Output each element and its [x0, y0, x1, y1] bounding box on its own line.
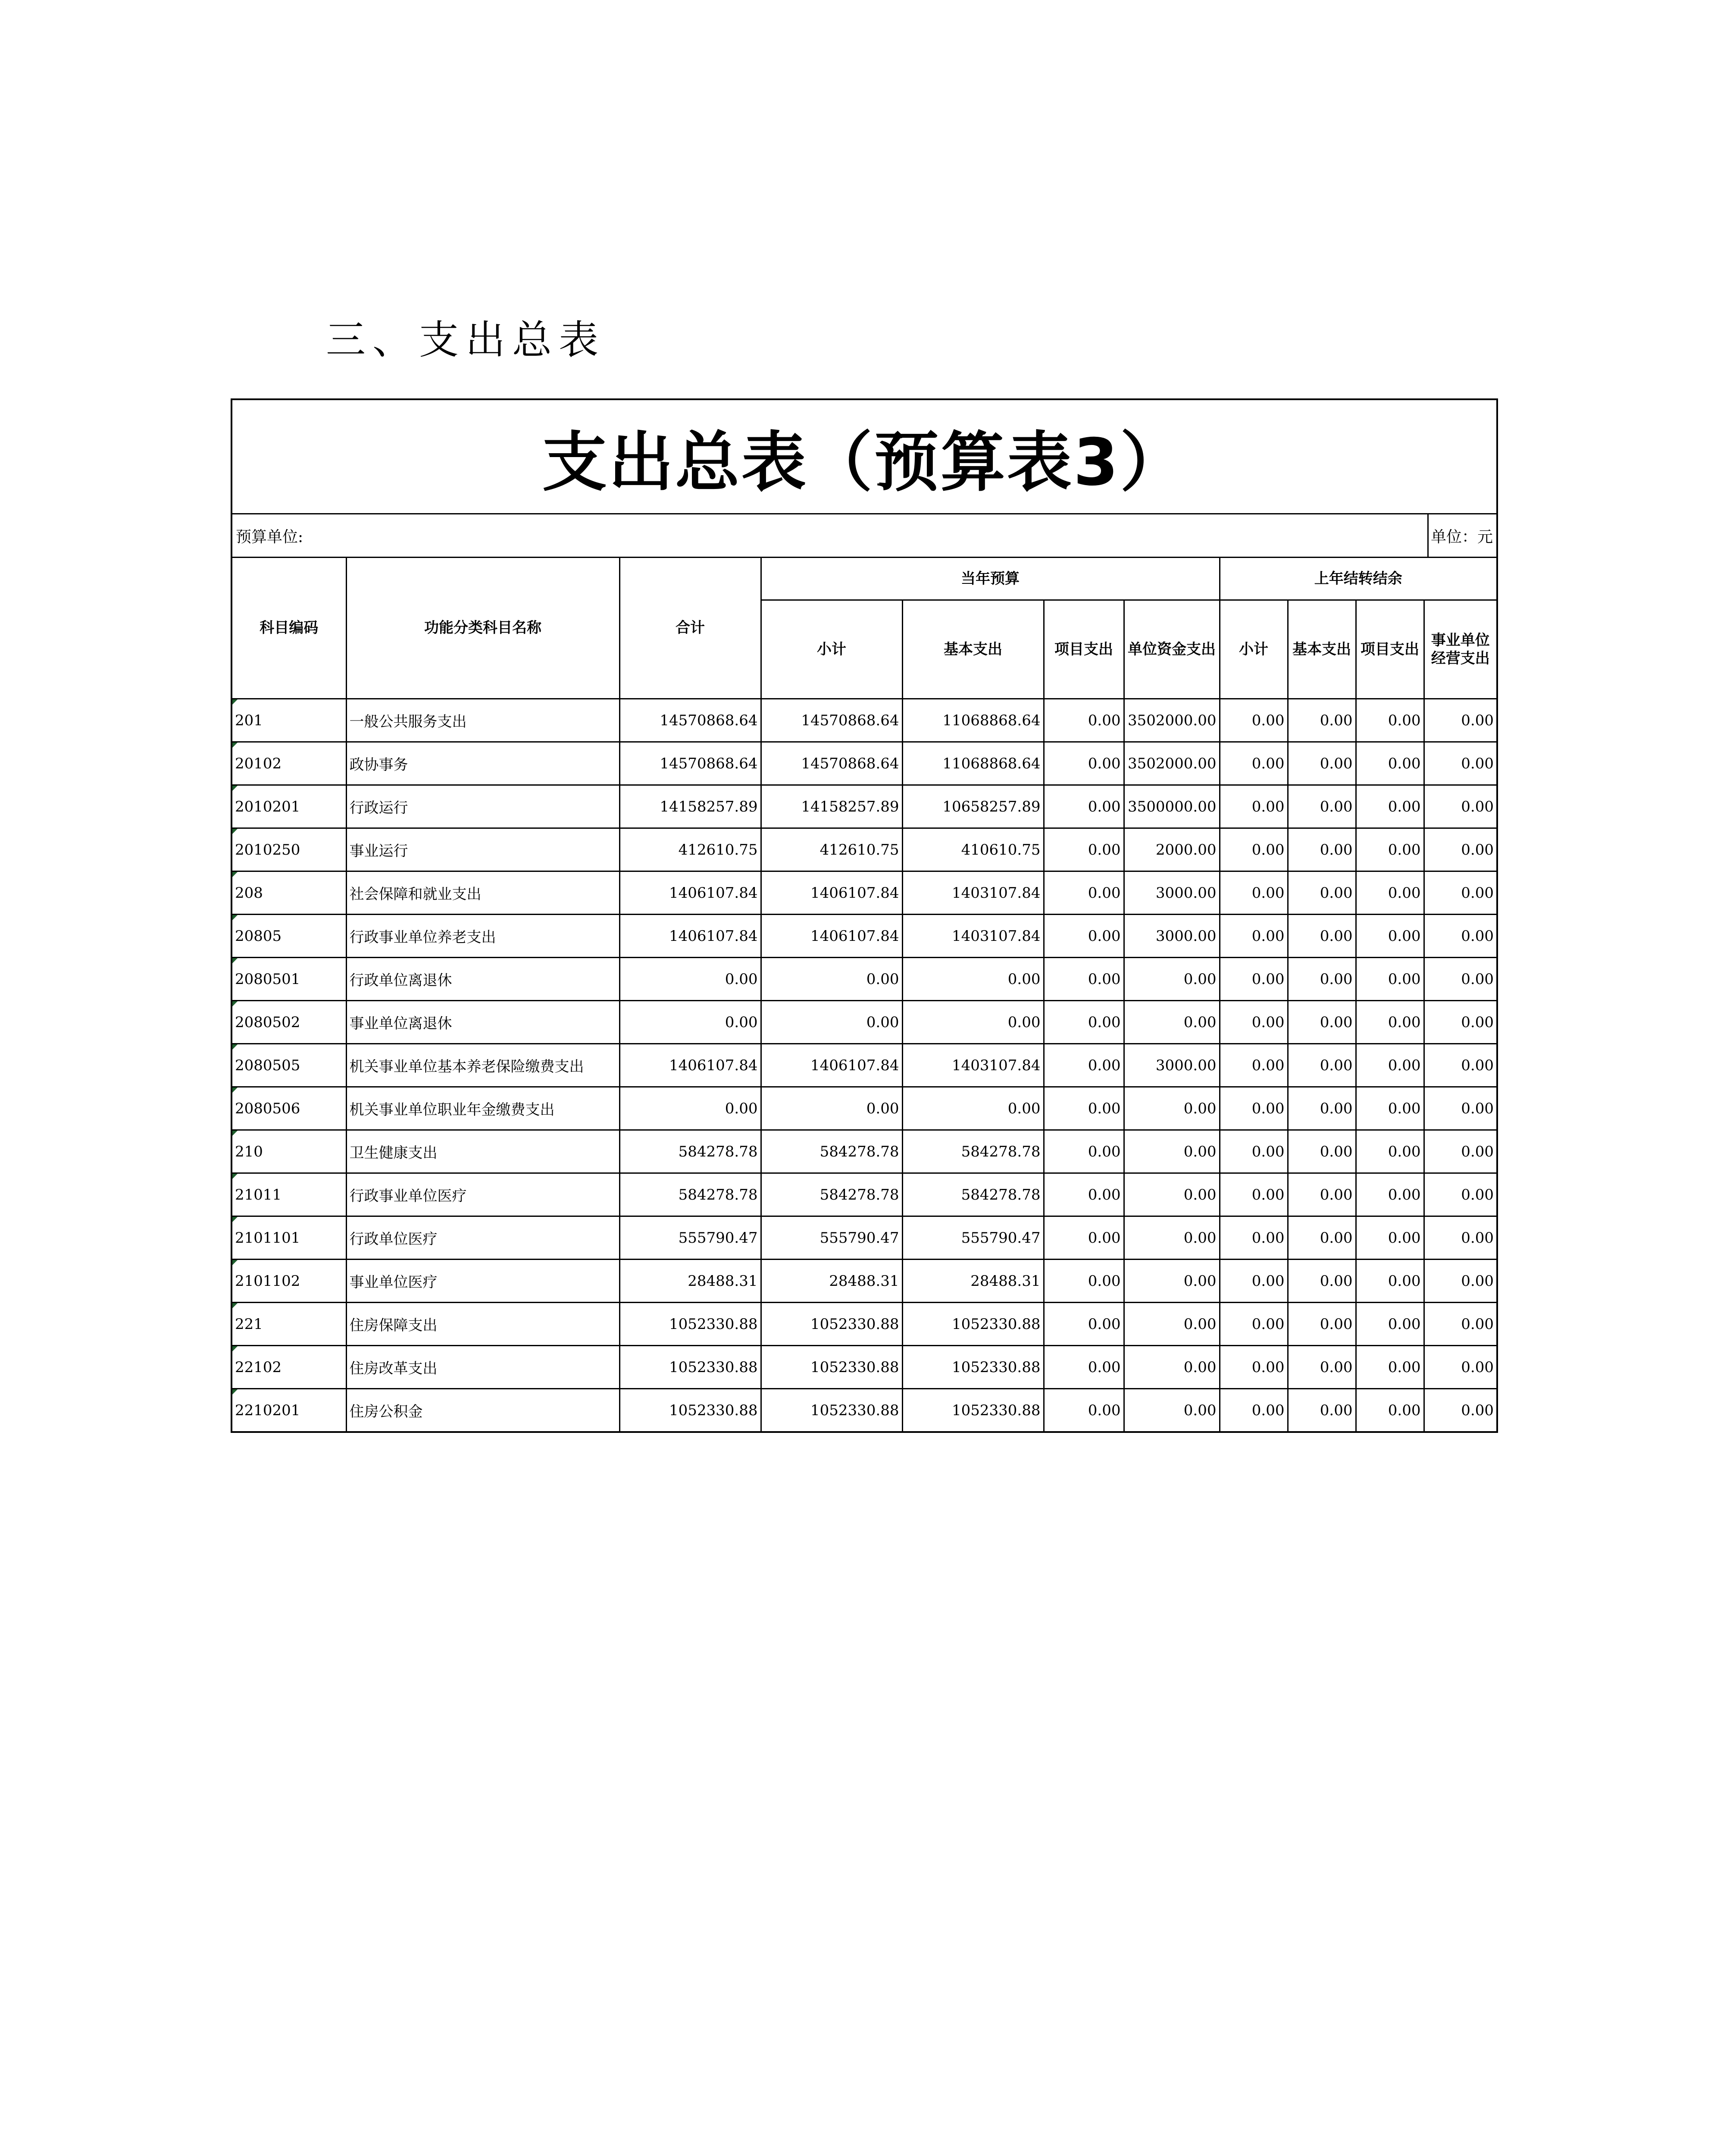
cell-co-basic: 0.00: [1288, 1001, 1356, 1044]
cell-co-project: 0.00: [1356, 1130, 1424, 1173]
cell-co-subtotal: 0.00: [1220, 1173, 1288, 1216]
cell-cy-project: 0.00: [1044, 1044, 1124, 1087]
cell-cy-unit-funds: 3502000.00: [1124, 699, 1220, 742]
cell-cy-basic: 0.00: [902, 1001, 1044, 1044]
cell-code: 2010201: [232, 785, 346, 828]
cell-cy-subtotal: 584278.78: [761, 1130, 902, 1173]
cell-cy-project: 0.00: [1044, 1087, 1124, 1130]
cell-code: 208: [232, 871, 346, 915]
cell-cy-unit-funds: 3000.00: [1124, 915, 1220, 958]
cell-total: 0.00: [619, 958, 761, 1001]
cell-co-business: 0.00: [1424, 699, 1496, 742]
table-row: [232, 785, 1496, 828]
cell-total: 1406107.84: [619, 871, 761, 915]
cell-co-subtotal: 0.00: [1220, 1001, 1288, 1044]
cell-co-subtotal: 0.00: [1220, 1087, 1288, 1130]
cell-total: 14158257.89: [619, 785, 761, 828]
cell-cy-subtotal: 1052330.88: [761, 1303, 902, 1346]
cell-co-basic: 0.00: [1288, 785, 1356, 828]
header-name: 功能分类科目名称: [346, 558, 619, 699]
cell-cy-project: 0.00: [1044, 1216, 1124, 1260]
cell-cy-basic: 1052330.88: [902, 1389, 1044, 1432]
cell-co-subtotal: 0.00: [1220, 1303, 1288, 1346]
header-current-year: 当年预算: [761, 558, 1220, 600]
cell-co-subtotal: 0.00: [1220, 1044, 1288, 1087]
cell-co-basic: 0.00: [1288, 1173, 1356, 1216]
cell-co-business: 0.00: [1424, 1389, 1496, 1432]
unit-row: [232, 514, 1496, 558]
header-cy-subtotal: 小计: [761, 600, 902, 699]
cell-co-subtotal: 0.00: [1220, 1389, 1288, 1432]
cell-co-subtotal: 0.00: [1220, 871, 1288, 915]
cell-co-subtotal: 0.00: [1220, 1346, 1288, 1389]
cell-co-project: 0.00: [1356, 742, 1424, 785]
cell-co-business: 0.00: [1424, 958, 1496, 1001]
cell-cy-unit-funds: 3000.00: [1124, 1044, 1220, 1087]
cell-code: 201: [232, 699, 346, 742]
cell-co-basic: 0.00: [1288, 1389, 1356, 1432]
cell-cy-basic: 584278.78: [902, 1130, 1044, 1173]
header-co-business: 事业单位经营支出: [1424, 600, 1496, 699]
header-carryover: 上年结转结余: [1220, 558, 1496, 600]
cell-co-project: 0.00: [1356, 1260, 1424, 1303]
table-row: [232, 1087, 1496, 1130]
cell-cy-project: 0.00: [1044, 871, 1124, 915]
cell-cy-basic: 1052330.88: [902, 1346, 1044, 1389]
table-body: [232, 699, 1496, 1432]
table-row: [232, 1216, 1496, 1260]
cell-cy-subtotal: 1406107.84: [761, 915, 902, 958]
cell-cy-project: 0.00: [1044, 1260, 1124, 1303]
cell-cy-basic: 11068868.64: [902, 742, 1044, 785]
cell-cy-subtotal: 412610.75: [761, 828, 902, 871]
cell-cy-basic: 28488.31: [902, 1260, 1044, 1303]
cell-co-business: 0.00: [1424, 1216, 1496, 1260]
cell-cy-project: 0.00: [1044, 1389, 1124, 1432]
cell-cy-unit-funds: 3502000.00: [1124, 742, 1220, 785]
cell-name: 社会保障和就业支出: [346, 871, 619, 915]
expenditure-summary-sheet: [231, 398, 1498, 1433]
table-row: [232, 1260, 1496, 1303]
cell-cy-subtotal: 14570868.64: [761, 742, 902, 785]
cell-total: 555790.47: [619, 1216, 761, 1260]
table-row: [232, 915, 1496, 958]
cell-total: 0.00: [619, 1087, 761, 1130]
cell-code: 210: [232, 1130, 346, 1173]
table-row: [232, 1001, 1496, 1044]
header-co-project: 项目支出: [1356, 600, 1424, 699]
cell-cy-unit-funds: 0.00: [1124, 1303, 1220, 1346]
cell-co-project: 0.00: [1356, 1173, 1424, 1216]
cell-total: 1406107.84: [619, 915, 761, 958]
table-row: [232, 742, 1496, 785]
table-row: [232, 871, 1496, 915]
cell-name: 行政事业单位养老支出: [346, 915, 619, 958]
cell-name: 机关事业单位职业年金缴费支出: [346, 1087, 619, 1130]
table-row: [232, 1346, 1496, 1389]
cell-cy-unit-funds: 0.00: [1124, 958, 1220, 1001]
cell-total: 1052330.88: [619, 1303, 761, 1346]
cell-cy-basic: 1052330.88: [902, 1303, 1044, 1346]
cell-total: 1406107.84: [619, 1044, 761, 1087]
cell-cy-project: 0.00: [1044, 699, 1124, 742]
cell-cy-basic: 0.00: [902, 1087, 1044, 1130]
cell-cy-project: 0.00: [1044, 742, 1124, 785]
table-title: 支出总表（预算表3）: [232, 400, 1496, 514]
cell-co-subtotal: 0.00: [1220, 1216, 1288, 1260]
cell-co-basic: 0.00: [1288, 1260, 1356, 1303]
cell-total: 412610.75: [619, 828, 761, 871]
cell-name: 政协事务: [346, 742, 619, 785]
cell-cy-subtotal: 1406107.84: [761, 1044, 902, 1087]
cell-co-business: 0.00: [1424, 1001, 1496, 1044]
cell-co-basic: 0.00: [1288, 958, 1356, 1001]
cell-cy-subtotal: 584278.78: [761, 1173, 902, 1216]
cell-co-project: 0.00: [1356, 1001, 1424, 1044]
header-cy-unit-funds: 单位资金支出: [1124, 600, 1220, 699]
cell-co-basic: 0.00: [1288, 1216, 1356, 1260]
header-co-basic: 基本支出: [1288, 600, 1356, 699]
cell-cy-basic: 1403107.84: [902, 871, 1044, 915]
cell-cy-unit-funds: 0.00: [1124, 1173, 1220, 1216]
cell-cy-unit-funds: 3000.00: [1124, 871, 1220, 915]
cell-co-basic: 0.00: [1288, 699, 1356, 742]
cell-cy-unit-funds: 0.00: [1124, 1001, 1220, 1044]
cell-cy-unit-funds: 0.00: [1124, 1130, 1220, 1173]
table-row: [232, 1173, 1496, 1216]
cell-cy-basic: 555790.47: [902, 1216, 1044, 1260]
cell-co-project: 0.00: [1356, 871, 1424, 915]
table-row: [232, 828, 1496, 871]
cell-name: 行政单位医疗: [346, 1216, 619, 1260]
table-row: [232, 1303, 1496, 1346]
cell-co-subtotal: 0.00: [1220, 915, 1288, 958]
cell-cy-unit-funds: 0.00: [1124, 1260, 1220, 1303]
cell-cy-basic: 410610.75: [902, 828, 1044, 871]
cell-name: 住房保障支出: [346, 1303, 619, 1346]
cell-code: 20805: [232, 915, 346, 958]
cell-cy-project: 0.00: [1044, 785, 1124, 828]
cell-name: 行政事业单位医疗: [346, 1173, 619, 1216]
cell-cy-project: 0.00: [1044, 1303, 1124, 1346]
expenditure-table: [232, 558, 1496, 1431]
cell-cy-basic: 1403107.84: [902, 915, 1044, 958]
cell-co-business: 0.00: [1424, 785, 1496, 828]
cell-co-project: 0.00: [1356, 699, 1424, 742]
table-row: [232, 1044, 1496, 1087]
cell-co-business: 0.00: [1424, 1044, 1496, 1087]
cell-total: 14570868.64: [619, 699, 761, 742]
cell-name: 事业单位离退休: [346, 1001, 619, 1044]
cell-name: 事业单位医疗: [346, 1260, 619, 1303]
cell-cy-project: 0.00: [1044, 915, 1124, 958]
cell-cy-subtotal: 0.00: [761, 1001, 902, 1044]
cell-co-project: 0.00: [1356, 1087, 1424, 1130]
header-code: 科目编码: [232, 558, 346, 699]
cell-co-subtotal: 0.00: [1220, 699, 1288, 742]
cell-cy-unit-funds: 2000.00: [1124, 828, 1220, 871]
cell-cy-unit-funds: 0.00: [1124, 1389, 1220, 1432]
cell-name: 卫生健康支出: [346, 1130, 619, 1173]
cell-co-basic: 0.00: [1288, 1303, 1356, 1346]
cell-code: 2080502: [232, 1001, 346, 1044]
cell-name: 事业运行: [346, 828, 619, 871]
cell-total: 1052330.88: [619, 1389, 761, 1432]
cell-co-business: 0.00: [1424, 1130, 1496, 1173]
cell-cy-basic: 0.00: [902, 958, 1044, 1001]
cell-cy-project: 0.00: [1044, 1346, 1124, 1389]
cell-cy-unit-funds: 3500000.00: [1124, 785, 1220, 828]
cell-co-business: 0.00: [1424, 742, 1496, 785]
cell-code: 2080501: [232, 958, 346, 1001]
cell-cy-basic: 10658257.89: [902, 785, 1044, 828]
cell-cy-basic: 1403107.84: [902, 1044, 1044, 1087]
cell-co-subtotal: 0.00: [1220, 958, 1288, 1001]
header-total: 合计: [619, 558, 761, 699]
cell-cy-subtotal: 1406107.84: [761, 871, 902, 915]
cell-cy-subtotal: 0.00: [761, 958, 902, 1001]
cell-co-basic: 0.00: [1288, 828, 1356, 871]
cell-co-business: 0.00: [1424, 1346, 1496, 1389]
cell-code: 2101102: [232, 1260, 346, 1303]
cell-cy-subtotal: 1052330.88: [761, 1346, 902, 1389]
cell-co-basic: 0.00: [1288, 742, 1356, 785]
cell-code: 20102: [232, 742, 346, 785]
cell-co-basic: 0.00: [1288, 1346, 1356, 1389]
cell-total: 0.00: [619, 1001, 761, 1044]
cell-co-subtotal: 0.00: [1220, 742, 1288, 785]
cell-co-basic: 0.00: [1288, 1087, 1356, 1130]
cell-cy-subtotal: 14158257.89: [761, 785, 902, 828]
cell-co-business: 0.00: [1424, 915, 1496, 958]
table-row: [232, 1389, 1496, 1432]
table-row: [232, 1130, 1496, 1173]
cell-co-business: 0.00: [1424, 1303, 1496, 1346]
cell-co-business: 0.00: [1424, 828, 1496, 871]
cell-co-project: 0.00: [1356, 828, 1424, 871]
table-row: [232, 699, 1496, 742]
cell-co-subtotal: 0.00: [1220, 1130, 1288, 1173]
cell-co-business: 0.00: [1424, 1087, 1496, 1130]
cell-code: 2010250: [232, 828, 346, 871]
cell-co-project: 0.00: [1356, 1044, 1424, 1087]
cell-code: 2080506: [232, 1087, 346, 1130]
cell-co-subtotal: 0.00: [1220, 828, 1288, 871]
cell-cy-project: 0.00: [1044, 1001, 1124, 1044]
cell-co-basic: 0.00: [1288, 915, 1356, 958]
section-heading: 三、支出总表: [326, 317, 606, 363]
cell-co-project: 0.00: [1356, 958, 1424, 1001]
currency-unit-label: 单位：元: [1427, 514, 1496, 557]
cell-co-basic: 0.00: [1288, 871, 1356, 915]
table-header: [232, 558, 1496, 699]
cell-cy-basic: 584278.78: [902, 1173, 1044, 1216]
cell-co-project: 0.00: [1356, 1389, 1424, 1432]
header-co-subtotal: 小计: [1220, 600, 1288, 699]
cell-cy-unit-funds: 0.00: [1124, 1087, 1220, 1130]
cell-code: 21011: [232, 1173, 346, 1216]
cell-cy-subtotal: 1052330.88: [761, 1389, 902, 1432]
cell-co-subtotal: 0.00: [1220, 1260, 1288, 1303]
cell-total: 14570868.64: [619, 742, 761, 785]
cell-co-business: 0.00: [1424, 1260, 1496, 1303]
cell-cy-unit-funds: 0.00: [1124, 1346, 1220, 1389]
cell-total: 584278.78: [619, 1130, 761, 1173]
cell-cy-project: 0.00: [1044, 1130, 1124, 1173]
cell-name: 一般公共服务支出: [346, 699, 619, 742]
cell-code: 2210201: [232, 1389, 346, 1432]
budget-unit-label: 预算单位:: [236, 528, 303, 546]
cell-co-project: 0.00: [1356, 1303, 1424, 1346]
header-cy-basic: 基本支出: [902, 600, 1044, 699]
cell-name: 行政单位离退休: [346, 958, 619, 1001]
cell-total: 1052330.88: [619, 1346, 761, 1389]
cell-co-project: 0.00: [1356, 915, 1424, 958]
table-row: [232, 958, 1496, 1001]
cell-cy-subtotal: 555790.47: [761, 1216, 902, 1260]
cell-co-project: 0.00: [1356, 1216, 1424, 1260]
cell-co-project: 0.00: [1356, 785, 1424, 828]
cell-total: 584278.78: [619, 1173, 761, 1216]
cell-cy-basic: 11068868.64: [902, 699, 1044, 742]
cell-cy-unit-funds: 0.00: [1124, 1216, 1220, 1260]
header-cy-project: 项目支出: [1044, 600, 1124, 699]
cell-cy-project: 0.00: [1044, 1173, 1124, 1216]
cell-cy-project: 0.00: [1044, 958, 1124, 1001]
cell-co-business: 0.00: [1424, 1173, 1496, 1216]
cell-name: 住房公积金: [346, 1389, 619, 1432]
cell-cy-subtotal: 28488.31: [761, 1260, 902, 1303]
cell-code: 22102: [232, 1346, 346, 1389]
cell-cy-subtotal: 14570868.64: [761, 699, 902, 742]
cell-name: 住房改革支出: [346, 1346, 619, 1389]
cell-code: 221: [232, 1303, 346, 1346]
cell-cy-project: 0.00: [1044, 828, 1124, 871]
cell-co-business: 0.00: [1424, 871, 1496, 915]
cell-co-project: 0.00: [1356, 1346, 1424, 1389]
cell-total: 28488.31: [619, 1260, 761, 1303]
cell-name: 机关事业单位基本养老保险缴费支出: [346, 1044, 619, 1087]
cell-code: 2101101: [232, 1216, 346, 1260]
cell-name: 行政运行: [346, 785, 619, 828]
cell-co-basic: 0.00: [1288, 1130, 1356, 1173]
cell-co-basic: 0.00: [1288, 1044, 1356, 1087]
cell-co-subtotal: 0.00: [1220, 785, 1288, 828]
cell-cy-subtotal: 0.00: [761, 1087, 902, 1130]
cell-code: 2080505: [232, 1044, 346, 1087]
